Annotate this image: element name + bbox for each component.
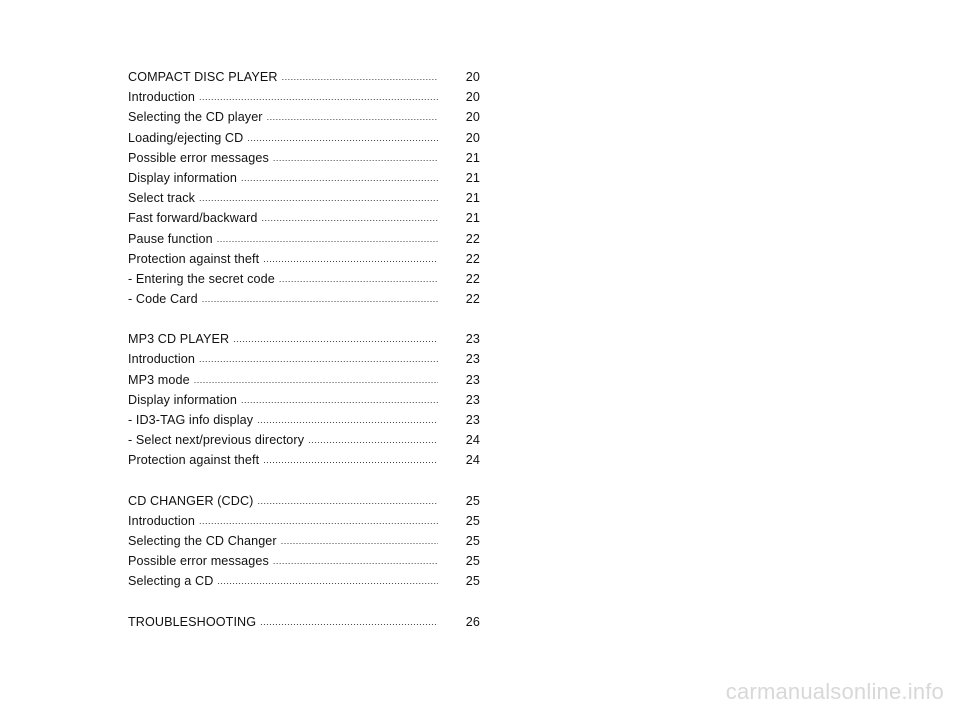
toc-entry[interactable] xyxy=(128,494,480,514)
toc-entry[interactable] xyxy=(128,615,480,635)
toc-entry[interactable] xyxy=(128,292,480,312)
dot-leader xyxy=(217,576,438,586)
dot-leader xyxy=(308,435,438,445)
toc-entry-title: MP3 mode xyxy=(128,372,190,387)
toc-entry[interactable] xyxy=(128,110,480,130)
toc-entry[interactable] xyxy=(128,272,480,292)
dot-leader xyxy=(233,334,438,344)
toc-entry-page: 23 xyxy=(465,352,480,367)
dot-leader xyxy=(279,274,438,284)
toc-entry-title: Loading/ejecting CD xyxy=(128,130,244,145)
toc-entry-page: 23 xyxy=(465,332,480,347)
toc-entry-page: 21 xyxy=(465,211,480,226)
toc-entry[interactable] xyxy=(128,171,480,191)
toc-entry-page: 20 xyxy=(465,110,480,125)
dot-leader xyxy=(257,496,438,506)
toc-entry[interactable] xyxy=(128,554,480,574)
toc-entry-page: 21 xyxy=(465,191,480,206)
toc-entry-page: 22 xyxy=(465,231,480,246)
dot-leader xyxy=(263,455,438,465)
toc-entry[interactable] xyxy=(128,373,480,393)
toc-entry[interactable] xyxy=(128,90,480,110)
dot-leader xyxy=(199,92,438,102)
dot-leader xyxy=(241,395,438,405)
toc-entry-title: Introduction xyxy=(128,352,196,367)
toc-entry-page: 23 xyxy=(465,392,480,407)
toc-entry[interactable] xyxy=(128,534,480,554)
toc-entry[interactable] xyxy=(128,393,480,413)
toc-entry-title: Fast forward/backward xyxy=(128,211,258,226)
toc-section-compact-disc-player xyxy=(128,70,480,312)
toc-entry-title: Pause function xyxy=(128,231,213,246)
toc-entry-page: 24 xyxy=(465,453,480,468)
dot-leader xyxy=(247,133,438,143)
toc-section-mp3-cd-player xyxy=(128,332,480,473)
toc-entry[interactable] xyxy=(128,151,480,171)
toc-entry[interactable] xyxy=(128,232,480,252)
toc-entry-page: 25 xyxy=(465,574,480,589)
toc-entry-page: 25 xyxy=(465,493,480,508)
toc-entry-page: 25 xyxy=(465,554,480,569)
toc-entry-title: Possible error messages xyxy=(128,554,269,569)
dot-leader xyxy=(273,153,438,163)
dot-leader xyxy=(267,112,438,122)
toc-entry-title: Selecting the CD player xyxy=(128,110,263,125)
toc-entry-page: 20 xyxy=(465,130,480,145)
toc-entry-title: TROUBLESHOOTING xyxy=(128,614,257,629)
toc-entry[interactable] xyxy=(128,332,480,352)
toc-entry-title: Possible error messages xyxy=(128,150,269,165)
toc-entry-page: 25 xyxy=(465,533,480,548)
toc-entry-title: Selecting the CD Changer xyxy=(128,533,277,548)
toc-entry[interactable] xyxy=(128,191,480,211)
toc-entry-title: CD CHANGER (CDC) xyxy=(128,493,254,508)
toc-entry[interactable] xyxy=(128,433,480,453)
toc-entry-page: 24 xyxy=(465,433,480,448)
dot-leader xyxy=(281,536,438,546)
toc-entry[interactable] xyxy=(128,131,480,151)
toc-section-troubleshooting xyxy=(128,615,480,635)
watermark-text: carmanualsonline.info xyxy=(725,679,944,704)
toc-entry-page: 21 xyxy=(465,170,480,185)
toc-entry-title: Protection against theft xyxy=(128,251,260,266)
toc-entry-title: Select track xyxy=(128,191,195,206)
toc-entry-title: Display information xyxy=(128,392,237,407)
toc-section-cd-changer xyxy=(128,494,480,595)
dot-leader xyxy=(261,213,438,223)
dot-leader xyxy=(241,173,438,183)
toc-entry-page: 25 xyxy=(465,513,480,528)
dot-leader xyxy=(199,516,438,526)
dot-leader xyxy=(260,617,438,627)
toc-entry[interactable] xyxy=(128,453,480,473)
toc-entry[interactable] xyxy=(128,70,480,90)
toc-entry[interactable] xyxy=(128,352,480,372)
toc-entry-title: - Entering the secret code xyxy=(128,271,275,286)
toc-entry-page: 22 xyxy=(465,292,480,307)
toc-entry[interactable] xyxy=(128,514,480,534)
toc-entry-page: 22 xyxy=(465,251,480,266)
toc-entry-title: - ID3-TAG info display xyxy=(128,413,254,427)
dot-leader xyxy=(202,294,438,304)
toc-entry[interactable] xyxy=(128,574,480,594)
toc-entry-title: COMPACT DISC PLAYER xyxy=(128,70,278,84)
toc-entry-page: 20 xyxy=(465,70,480,84)
toc-entry-title: - Select next/previous directory xyxy=(128,433,305,448)
toc-entry[interactable] xyxy=(128,252,480,272)
toc-entry-page: 22 xyxy=(465,271,480,286)
toc-entry-page: 23 xyxy=(465,413,480,427)
toc-entry-title: Protection against theft xyxy=(128,453,260,468)
toc-entry-title: - Code Card xyxy=(128,292,198,307)
dot-leader xyxy=(194,375,438,385)
toc-entry-page: 21 xyxy=(465,150,480,165)
dot-leader xyxy=(199,193,438,203)
toc-entry-title: Selecting a CD xyxy=(128,574,214,589)
dot-leader xyxy=(273,556,438,566)
toc-entry-page: 26 xyxy=(465,614,480,629)
dot-leader xyxy=(257,415,438,425)
toc-entry-title: MP3 CD PLAYER xyxy=(128,332,230,347)
dot-leader xyxy=(217,234,438,244)
toc-entry-page: 23 xyxy=(465,372,480,387)
dot-leader xyxy=(263,254,438,264)
toc-entry-title: Introduction xyxy=(128,513,196,528)
toc-entry-title: Introduction xyxy=(128,90,196,105)
toc-entry-title: Display information xyxy=(128,170,237,185)
dot-leader xyxy=(199,354,438,364)
toc-entry-page: 20 xyxy=(465,90,480,105)
dot-leader xyxy=(282,72,438,82)
toc-entry[interactable] xyxy=(128,413,480,433)
toc-entry[interactable] xyxy=(128,211,480,231)
table-of-contents xyxy=(128,70,480,635)
